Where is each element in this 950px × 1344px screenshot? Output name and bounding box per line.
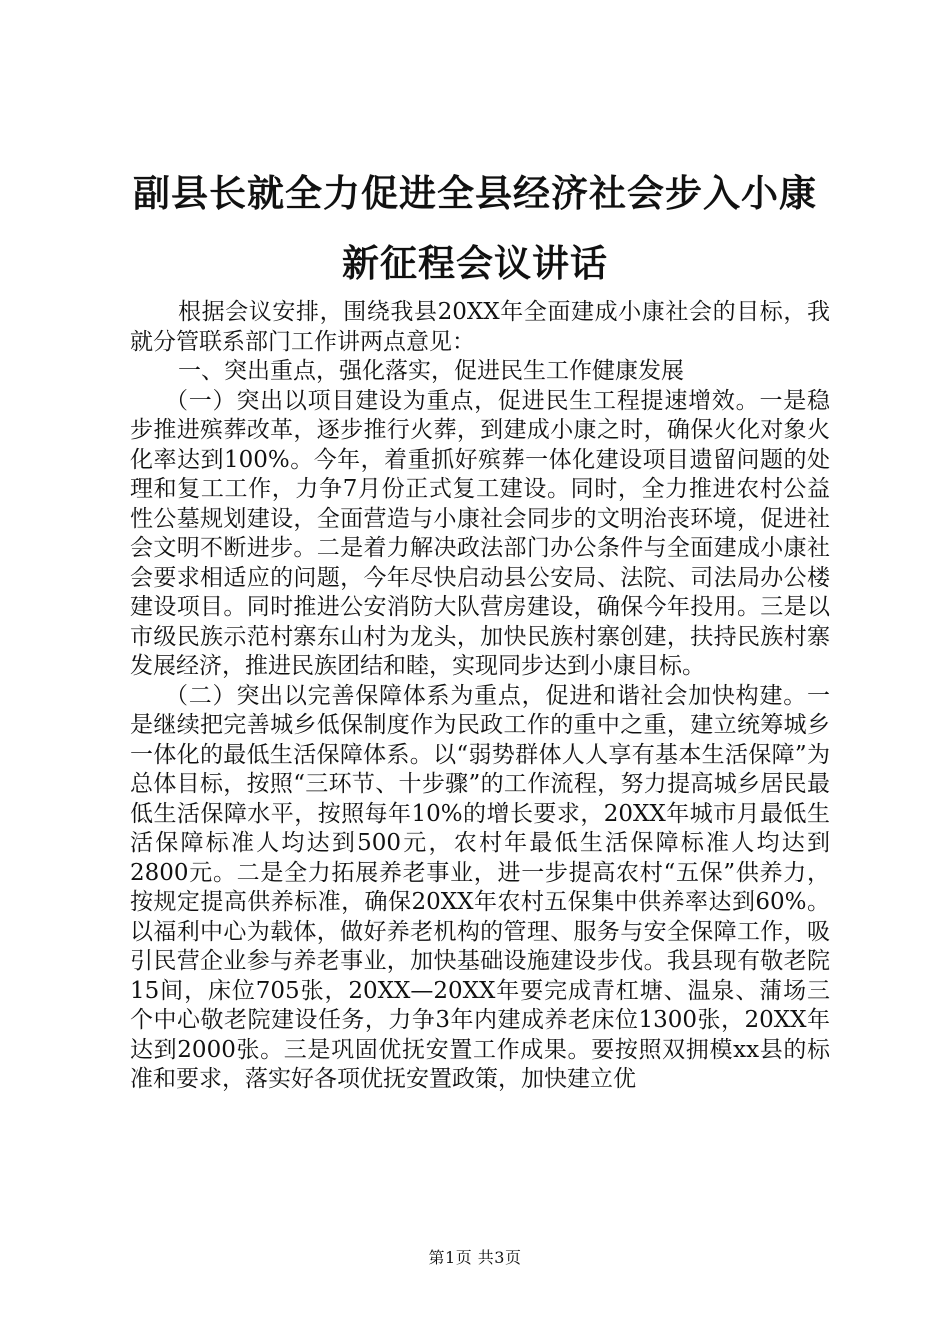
- section-heading: 一、突出重点，强化落实，促进民生工作健康发展: [178, 358, 684, 384]
- body-paragraph: （二）突出以完善保障体系为重点，促进和谐社会加快构建。一是继续把完善城乡低保制度作为民政工作的重中之重，建立统筹城乡一体化的最低生活保障体系。以“弱势群体人人享有基本生活保障”为总体目标，按照“三环节、十步骤”的工作流程，努力提高城乡居民最低生活保障水平，按照每年10%的增长要求，20XX年城市月最低生活保障标准人均达到500元，农村年最低生活保障标准人均达到2800元。二是全力拓展养老事业，进一步提高农村“五保”供养力，按规定提高供养标准，确保20XX年农村五保集中供养率达到60%。以福利中心为载体，做好养老机构的管理、服务与安全保障工作，吸引民营企业参与养老事业，加快基础设施建设步伐。我县现有敬老院15间，床位705张，20XX—20XX年要完成青杠塘、温泉、蒲场三个中心敬老院建设任务，力争3年内建成养老床位1300张，20XX年达到2000张。三是巩固优抚安置工作成果。要按照双拥模xx县的标准和要求，落实好各项优抚安置政策，加快建立优: [130, 682, 830, 1092]
- page-footer: 第1页 共3页: [428, 1248, 522, 1267]
- document-title: 副县长就全力促进全县经济社会步入小康新征程会议讲话: [133, 171, 817, 285]
- intro-paragraph: 根据会议安排，围绕我县20XX年全面建成小康社会的目标，我就分管联系部门工作讲两点意见：: [130, 299, 830, 355]
- document-body: [130, 298, 830, 1095]
- body-paragraph: （一）突出以项目建设为重点，促进民生工程提速增效。一是稳步推进殡葬改革，逐步推行火葬，到建成小康之时，确保火化对象火化率达到100%。今年，着重抓好殡葬一体化建设项目遗留问题的处理和复工工作，力争7月份正式复工建设。同时，全力推进农村公益性公墓规划建设，全面营造与小康社会同步的文明治丧环境，促进社会文明不断进步。二是着力解决政法部门办公条件与全面建成小康社会要求相适应的问题，今年尽快启动县公安局、法院、司法局办公楼建设项目。同时推进公安消防大队营房建设，确保今年投用。三是以市级民族示范村寨东山村为龙头，加快民族村寨创建，扶持民族村寨发展经济，推进民族团结和睦，实现同步达到小康目标。: [130, 387, 830, 679]
